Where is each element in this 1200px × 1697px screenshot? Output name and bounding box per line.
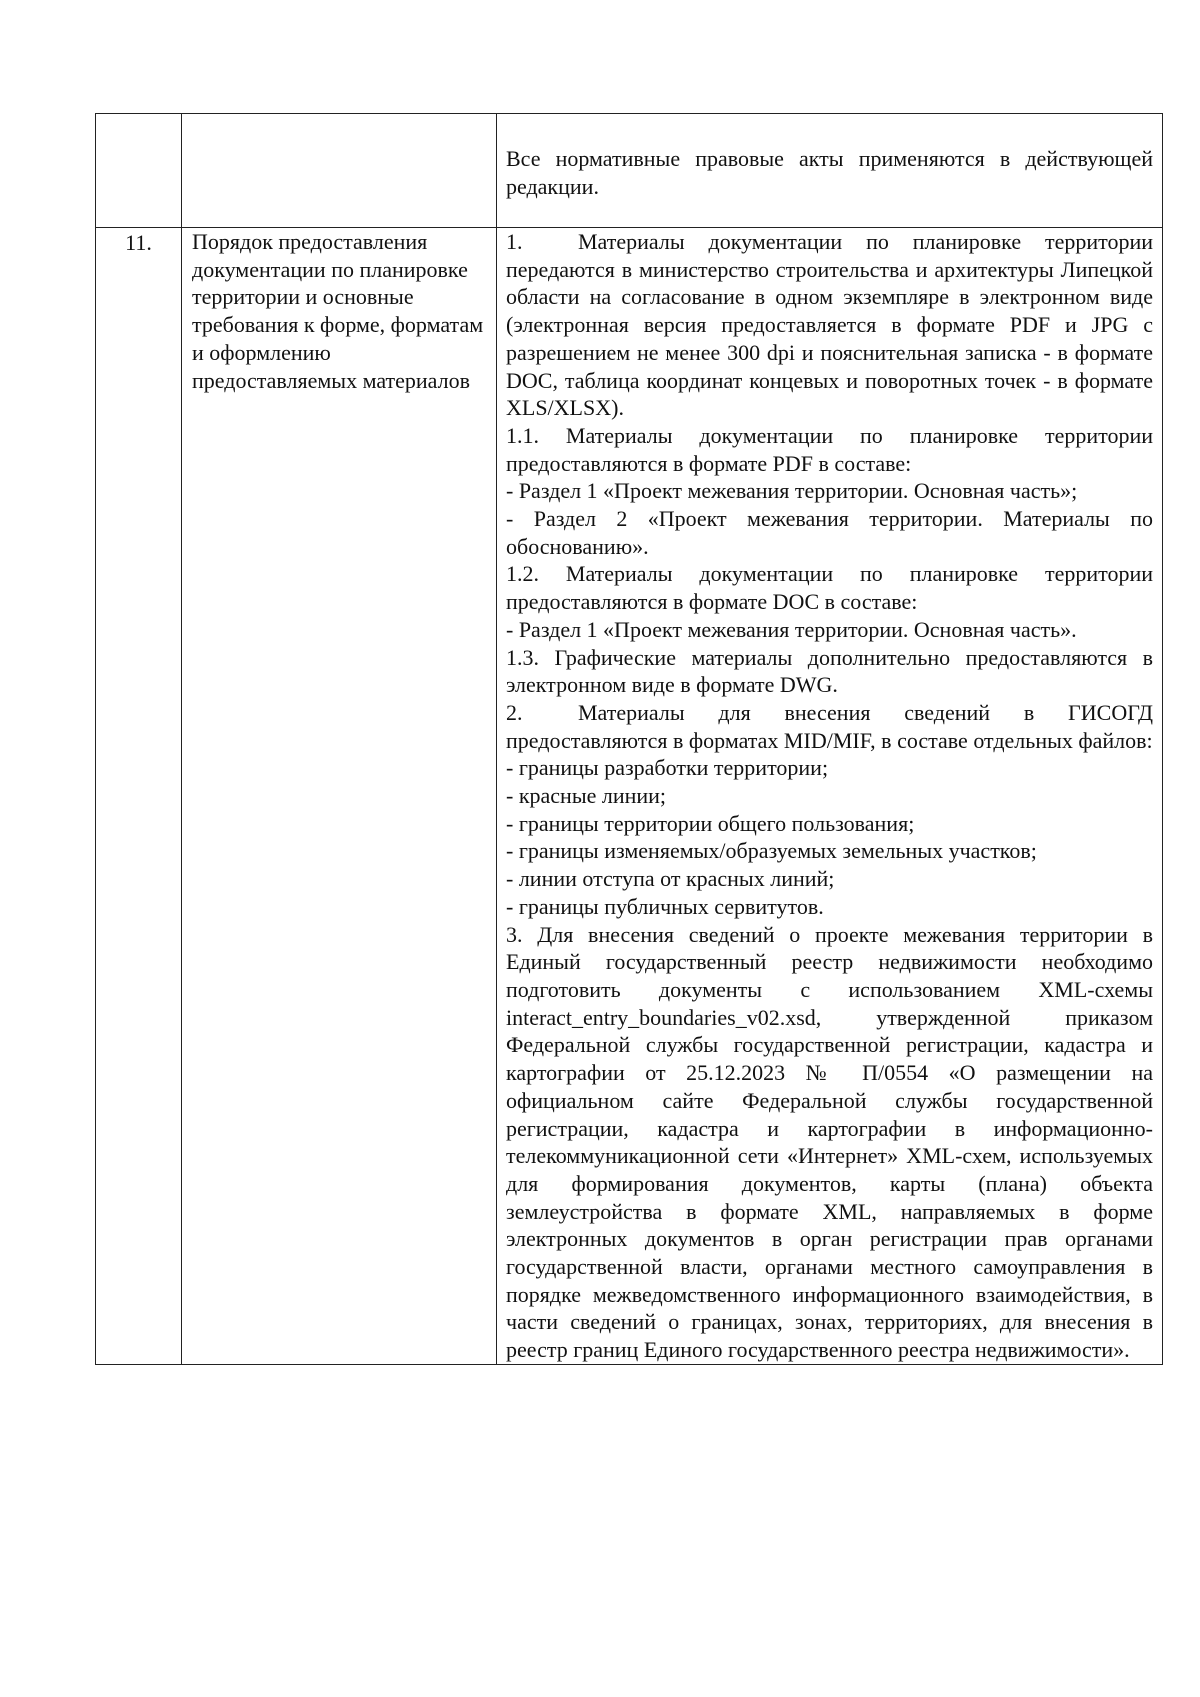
list-item: - Раздел 1 «Проект межевания территории. Основная часть». xyxy=(506,616,1077,642)
paragraph-item-1-3: 1.3. Графические материалы дополнительно предоставляются в электронном виде в формате DWG. xyxy=(506,644,1153,698)
item-text: Материалы документации по планировке территории передаются в министерство строительства и архитектуры Липецкой области на согласование в одном экземпляре в электронном виде (электронная версия предоставляется в формате PDF и JPG с разрешением не менее 300 dpi и пояснительная записка - в формате DOC, таблица координат концевых и поворотных точек - в формате XLS/XLSX). xyxy=(506,229,1153,421)
paragraph-item-3: 3. Для внесения сведений о проекте межевания территории в Единый государственный реестр недвижимости необходимо подготовить документы с использованием XML-схемы interact_entry_boundaries_v02.xsd, утвержденной приказом Федеральной службы государственной регистрации, кадастра и картографии от 25.12.2023 № П/0554 «О размещении на официальном сайте Федеральной службы государственной регистрации, кадастра и картографии в информационно-телекоммуникационной сети «Интернет» XML-схем, используемых для формирования документов, карты (плана) объекта землеустройства в формате XML, направляемых в форме электронных документов в орган регистрации прав органами государственной власти, органами местного самоуправления в порядке межведомственного информационного взаимодействия, в части сведений о границах, зонах, территориях, для внесения в реестр границ Единого государственного реестра недвижимости». xyxy=(506,921,1153,1363)
list-item: - Раздел 2 «Проект межевания территории. Материалы по обоснованию». xyxy=(506,506,1153,559)
item-number: 1. xyxy=(506,229,523,254)
label-cell: Порядок предоставления документации по планировке территории и основные требования к форме, форматам и оформлению предоставляемых материалов xyxy=(182,228,497,1365)
content-cell xyxy=(497,228,1163,1365)
item-text: Материалы для внесения сведений в ГИСОГД предоставляются в форматах MID/MIF, в составе отдельных файлов: xyxy=(506,699,1153,753)
paragraph-item-2 xyxy=(506,699,1153,754)
content-cell xyxy=(497,114,1163,228)
list-item: - границы разработки территории; xyxy=(506,755,829,781)
item-number: 2. xyxy=(506,699,523,725)
list-item: - границы территории общего пользования; xyxy=(506,810,915,836)
paragraph-item-1-1: 1.1. Материалы документации по планировке территории предоставляются в формате PDF в составе: xyxy=(506,422,1153,476)
list-item: - Раздел 1 «Проект межевания территории. Основная часть»; xyxy=(506,478,1078,504)
label-cell xyxy=(182,114,497,228)
paragraph: Все нормативные правовые акты применяются в действующей редакции. xyxy=(506,146,1153,199)
list-item: - красные линии; xyxy=(506,783,667,809)
paragraph-item-1 xyxy=(506,228,1153,422)
number-cell: 11. xyxy=(96,228,182,1365)
requirements-table xyxy=(95,113,1163,1365)
table-row xyxy=(96,114,1163,228)
number-cell xyxy=(96,114,182,228)
list-item: - границы изменяемых/образуемых земельных участков; xyxy=(506,838,1037,864)
table-row xyxy=(96,228,1163,1365)
list-item: - границы публичных сервитутов. xyxy=(506,893,824,919)
list-item: - линии отступа от красных линий; xyxy=(506,866,835,892)
paragraph-item-1-2: 1.2. Материалы документации по планировке территории предоставляются в формате DOC в составе: xyxy=(506,561,1153,615)
